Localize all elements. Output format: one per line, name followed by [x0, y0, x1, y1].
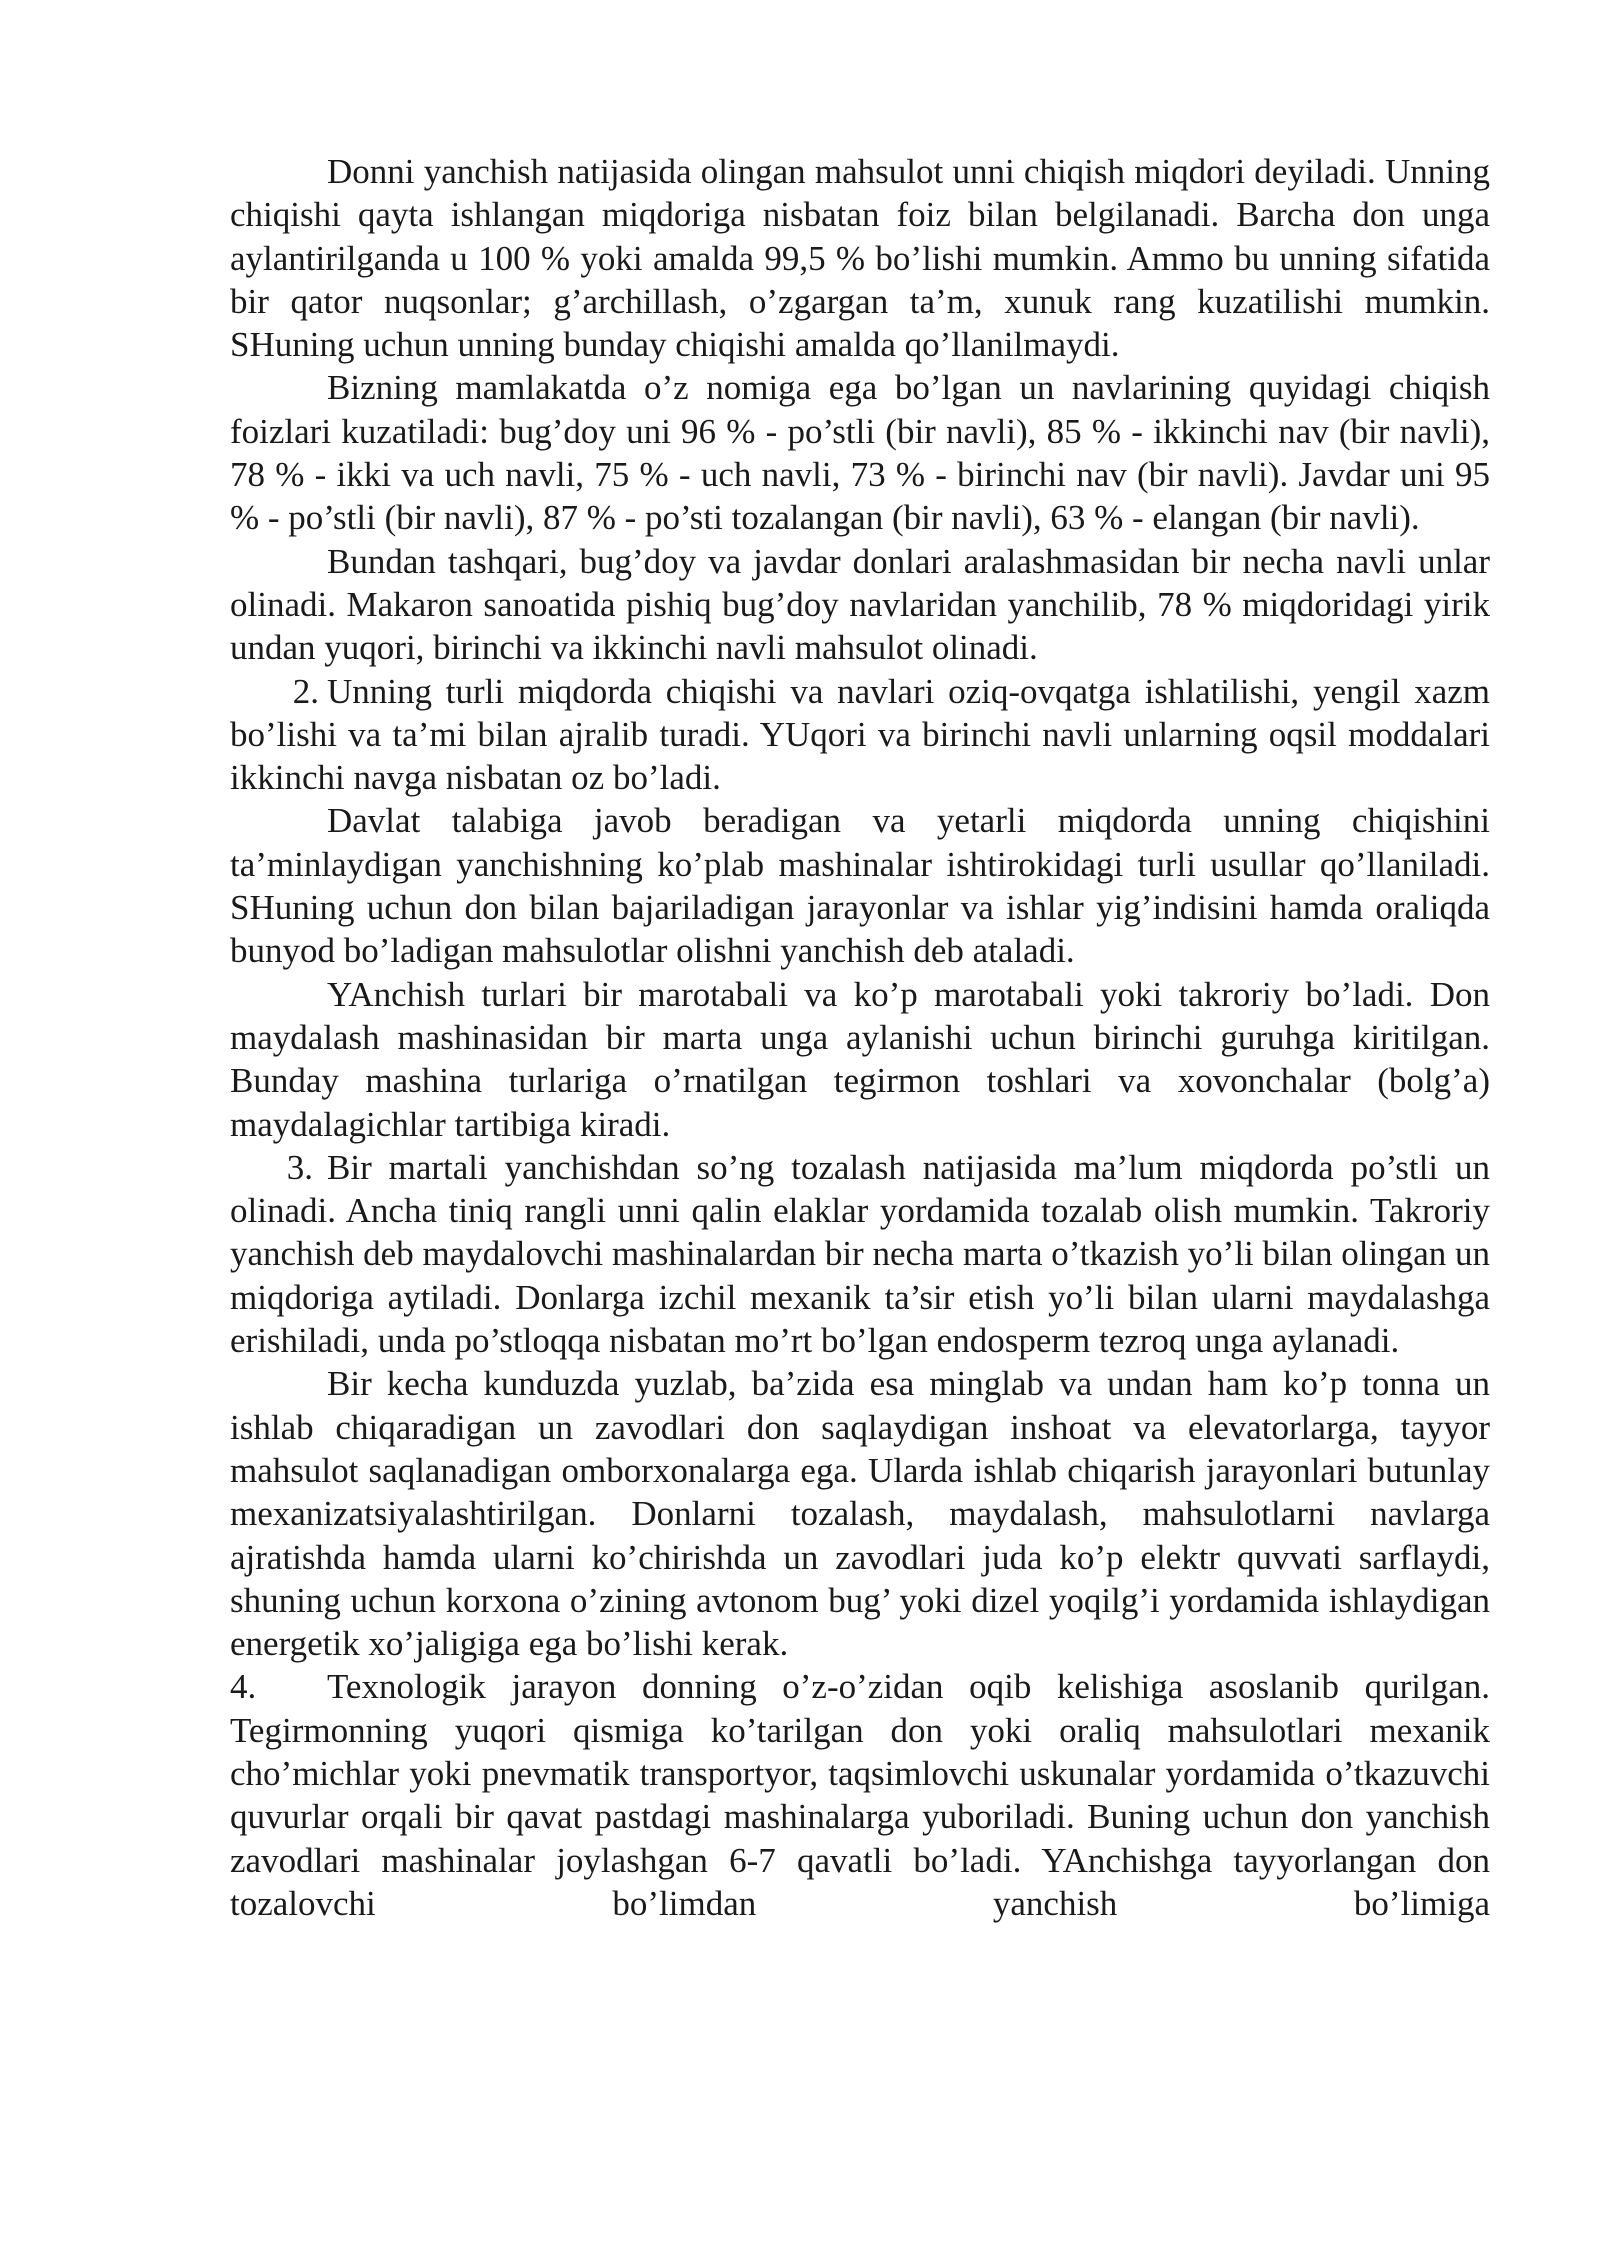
document-page [230, 150, 1490, 1925]
paragraph-text: Davlat talabiga javob beradigan va yetarli miqdorda unning chiqishini ta’minlaydigan yanchishning ko’plab mashinalar ishtirokidagi turli usullar qo’llaniladi. SHuning uchun don bilan bajariladigan jarayonlar va ishlar yig’indisini hamda oraliqda bunyod bo’ladigan mahsulotlar olishni yanchish deb ataladi. [230, 801, 1490, 971]
paragraph-text: YAnchish turlari bir marotabali va ko’p marotabali yoki takroriy bo’ladi. Don maydalash mashinasidan bir marta unga aylanishi uchun birinchi guruhga kiritilgan. Bunday mashina turlariga o’rnatilgan tegirmon toshlari va xovonchalar (bolg’a) maydalagichlar tartibiga kiradi. [230, 974, 1490, 1144]
numbered-paragraph-3 [230, 1146, 1490, 1362]
paragraph-flour-yield-intro [230, 150, 1490, 366]
paragraph-milling-types [230, 973, 1490, 1146]
paragraph-milling-methods [230, 799, 1490, 972]
paragraph-flour-grades [230, 366, 1490, 539]
paragraph-text: Unning turli miqdorda chiqishi va navlari oziq-ovqatga ishlatilishi, yengil xazm bo’lishi va ta’mi bilan ajralib turadi. YUqori va birinchi navli unlarning oqsil moddalari ikkinchi navga nisbatan oz bo’ladi. [230, 671, 1490, 798]
paragraph-number: 4. [230, 1667, 257, 1707]
paragraph-text: Bir martali yanchishdan so’ng tozalash natijasida ma’lum miqdorda po’stli un olinadi. Ancha tiniq rangli unni qalin elaklar yordamida tozalab olish mumkin. Takroriy yanchish deb maydalovchi mashinalardan bir necha marta o’tkazish yo’li bilan olingan un miqdoriga aytiladi. Donlarga izchil mexanik ta’sir etish yo’li bilan ularni maydalashga erishiladi, unda po’stloqqa nisbatan mo’rt bo’lgan endosperm tezroq unga aylanadi. [230, 1147, 1490, 1361]
paragraph-text: Donni yanchish natijasida olingan mahsulot unni chiqish miqdori deyiladi. Unning chiqishi qayta ishlangan miqdoriga nisbatan foiz bilan belgilanadi. Barcha don unga aylantirilganda u 100 % yoki amalda 99,5 % bo’lishi mumkin. Ammo bu unning sifatida bir qator nuqsonlar; g’archillash, o’zgargan ta’m, xunuk rang kuzatilishi mumkin. SHuning uchun unning bunday chiqishi amalda qo’llanilmaydi. [230, 152, 1490, 365]
paragraph-text: Texnologik jarayon donning o’z-o’zidan oqib kelishiga asoslanib qurilgan. Tegirmonning yuqori qismiga ko’tarilgan don yoki oraliq mahsulotlari mexanik cho’michlar yoki pnevmatik transportyor, taqsimlovchi uskunalar yordamida o’tkazuvchi quvurlar orqali bir qavat pastdagi mashinalarga yuboriladi. Buning uchun don yanchish zavodlari mashinalar joylashgan 6-7 qavatli bo’ladi. YAnchishga tayyorlangan don tozalovchi bo’limdan yanchish bo’limiga [230, 1667, 1490, 1923]
paragraph-mill-facilities [230, 1362, 1490, 1665]
numbered-paragraph-4 [230, 1665, 1490, 1925]
paragraph-wheat-rye-mix [230, 540, 1490, 670]
paragraph-number: 2. [292, 671, 319, 711]
numbered-paragraph-2 [230, 670, 1490, 800]
paragraph-text: Bundan tashqari, bug’doy va javdar donlari aralashmasidan bir necha navli unlar olinadi. Makaron sanoatida pishiq bug’doy navlaridan yanchilib, 78 % miqdoridagi yirik undan yuqori, birinchi va ikkinchi navli mahsulot olinadi. [230, 541, 1490, 668]
paragraph-number: 3. [286, 1147, 313, 1187]
paragraph-text: Bir kecha kunduzda yuzlab, ba’zida esa minglab va undan ham ko’p tonna un ishlab chiqaradigan un zavodlari don saqlaydigan inshoat va elevatorlarga, tayyor mahsulot saqlanadigan omborxonalarga ega. Ularda ishlab chiqarish jarayonlari butunlay mexanizatsiyalashtirilgan. Donlarni tozalash, maydalash, mahsulotlarni navlarga ajratishda hamda ularni ko’chirishda un zavodlari juda ko’p elektr quvvati sarflaydi, shuning uchun korxona o’zining avtonom bug’ yoki dizel yoqilg’i yordamida ishlaydigan energetik xo’jaligiga ega bo’lishi kerak. [230, 1364, 1490, 1664]
paragraph-text: Bizning mamlakatda o’z nomiga ega bo’lgan un navlarining quyidagi chiqish foizlari kuzatiladi: bug’doy uni 96 % - po’stli (bir navli), 85 % - ikkinchi nav (bir navli), 78 % - ikki va uch navli, 75 % - uch navli, 73 % - birinchi nav (bir navli). Javdar uni 95 % - po’stli (bir navli), 87 % - po’sti tozalangan (bir navli), 63 % - elangan (bir navli). [230, 368, 1490, 538]
